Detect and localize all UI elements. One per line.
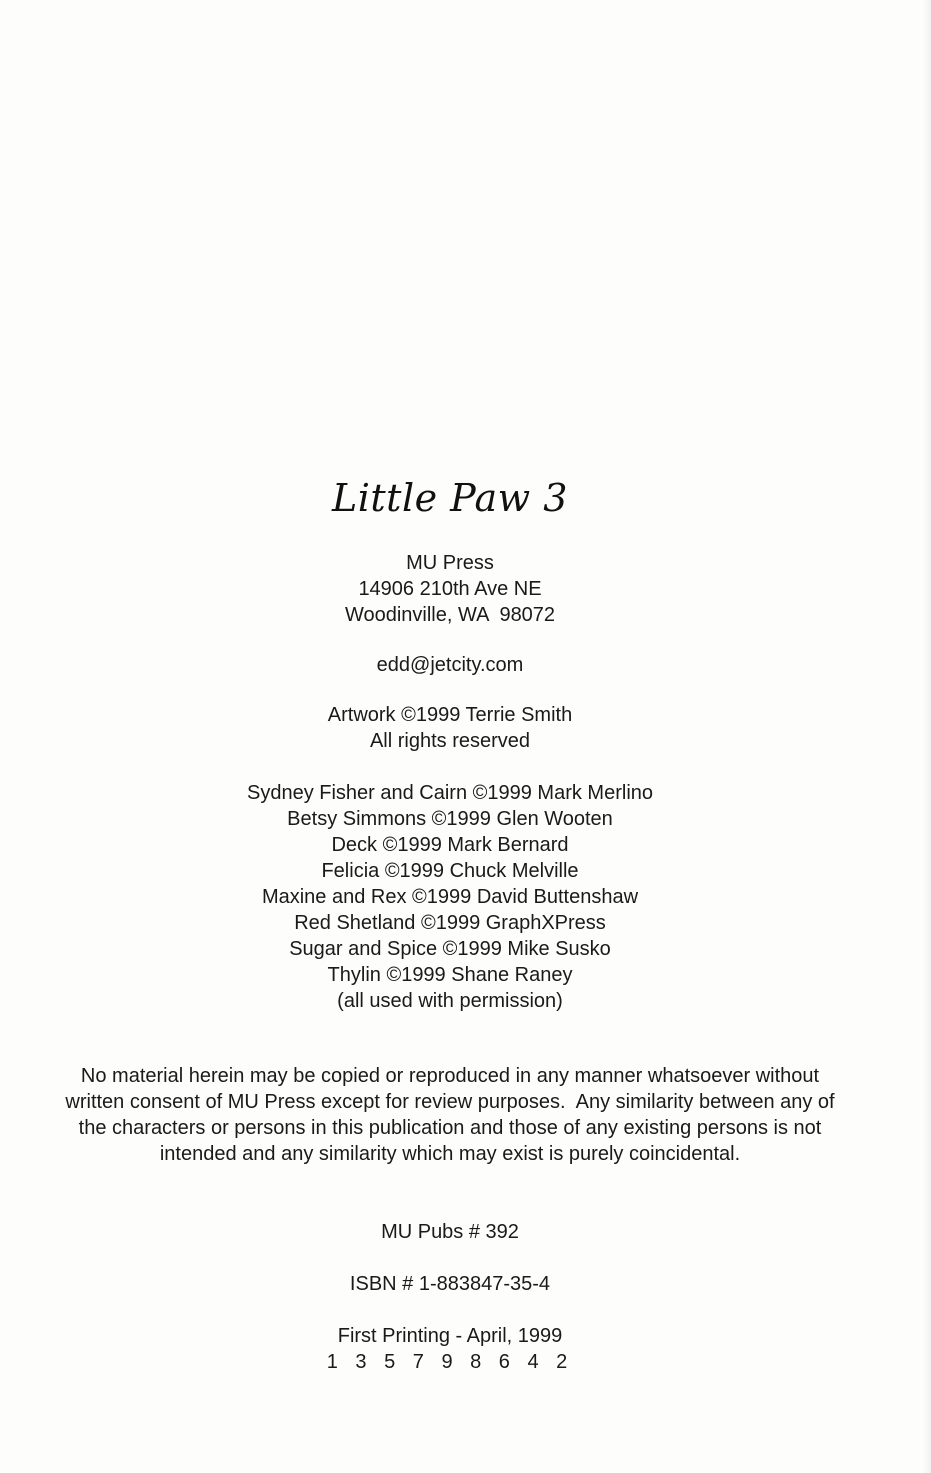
credit-line: Maxine and Rex ©1999 David Buttenshaw	[261, 886, 639, 908]
character-credits	[0, 780, 900, 1014]
isbn-number: ISBN # 1-883847-35-4	[349, 1273, 551, 1295]
scan-shadow	[923, 0, 931, 1473]
credit-line: Sugar and Spice ©1999 Mike Susko	[289, 938, 611, 960]
publisher-street: 14906 210th Ave NE	[358, 578, 542, 600]
legal-notice	[20, 1063, 880, 1167]
notice-line: No material herein may be copied or reproduced in any manner whatsoever without	[80, 1065, 820, 1087]
publisher-address	[0, 550, 900, 628]
printing-line: First Printing - April, 1999	[337, 1325, 563, 1347]
rights-line: All rights reserved	[369, 730, 531, 752]
notice-line: written consent of MU Press except for review purposes. Any similarity between any of	[65, 1091, 835, 1113]
publication-number	[0, 1219, 900, 1245]
printing-info	[0, 1323, 900, 1375]
publisher-name: MU Press	[406, 552, 494, 574]
permission-note: (all used with permission)	[337, 990, 563, 1012]
publisher-email	[0, 652, 900, 678]
email-text: edd@jetcity.com	[376, 654, 524, 676]
printer-key: 1 3 5 7 9 8 6 4 2	[326, 1351, 574, 1373]
credit-line: Thylin ©1999 Shane Raney	[327, 964, 573, 986]
credit-line: Betsy Simmons ©1999 Glen Wooten	[287, 808, 613, 830]
credit-line: Red Shetland ©1999 GraphXPress	[294, 912, 606, 934]
notice-line: intended and any similarity which may exist is purely coincidental.	[159, 1143, 741, 1165]
pubs-number: MU Pubs # 392	[381, 1221, 519, 1243]
isbn-block	[0, 1271, 900, 1297]
notice-line: the characters or persons in this publication and those of any existing persons is not	[78, 1117, 822, 1139]
credit-line: Deck ©1999 Mark Bernard	[331, 834, 569, 856]
publisher-city: Woodinville, WA 98072	[344, 604, 556, 626]
credit-line: Sydney Fisher and Cairn ©1999 Mark Merlino	[246, 782, 654, 804]
artwork-copyright	[0, 702, 900, 754]
artwork-line: Artwork ©1999 Terrie Smith	[327, 704, 573, 726]
credit-line: Felicia ©1999 Chuck Melville	[321, 860, 579, 882]
book-title: Little Paw 3	[332, 476, 568, 520]
